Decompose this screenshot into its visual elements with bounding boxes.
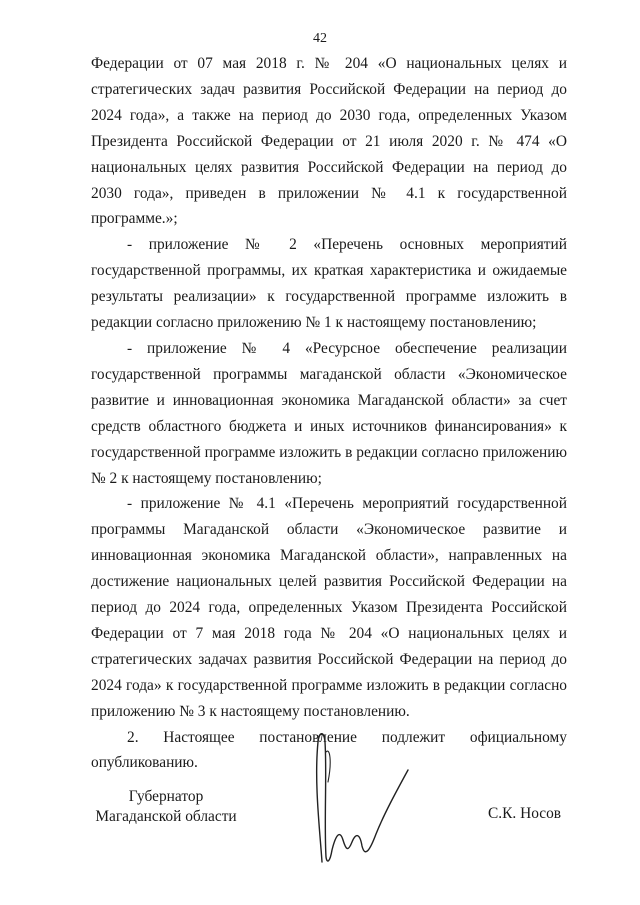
page-number: 42: [313, 31, 327, 46]
paragraph-appendix-4-1: - приложение № 4.1 «Перечень мероприятий государственной программы Магаданской области «Экономическое развитие и инновационная экономика Магаданской области», направленных на достижение национальных целей развития Российской Федерации на период до 2024 года, определенных Указом Президента Российской Федерации от 7 мая 2018 года № 204 «О национальных целях и стратегических задачах развития Российской Федерации на период до 2024 года» к государственной программе изложить в редакции согласно приложению № 3 к настоящему постановлению.: [91, 495, 567, 720]
signer-title-line1: Губернатор: [128, 788, 204, 805]
paragraph-publication: 2. Настоящее постановление подлежит официальному опубликованию.: [91, 728, 567, 772]
handwritten-signature: [310, 722, 420, 872]
signer-title-line2: Магаданской области: [95, 808, 237, 825]
paragraph-appendix-2: - приложение № 2 «Перечень основных мероприятий государственной программы, их краткая характеристика и ожидаемые результаты реализации» к государственной программе изложить в редакции согласно приложению № 1 к настоящему постановлению;: [91, 236, 567, 332]
signer-name: С.К. Носов: [488, 805, 562, 822]
paragraph-continuation: Федерации от 07 мая 2018 г. № 204 «О национальных целях и стратегических задач развития Российской Федерации на период до 2024 года», а также на период до 2030 года, определенных Указом Президента Российской Федерации от 21 июля 2020 г. № 474 «О национальных целях развития Российской Федерации на период до 2030 года», приведен в приложении № 4.1 к государственной программе.»;: [91, 55, 567, 228]
paragraph-appendix-4: - приложение № 4 «Ресурсное обеспечение реализации государственной программы магаданской области «Экономическое развитие и инновационная экономика Магаданской области» за счет средств областного бюджета и иных источников финансирования» к государственной программе изложить в редакции согласно приложению № 2 к настоящему постановлению;: [91, 339, 567, 487]
signer-title: [91, 787, 241, 827]
